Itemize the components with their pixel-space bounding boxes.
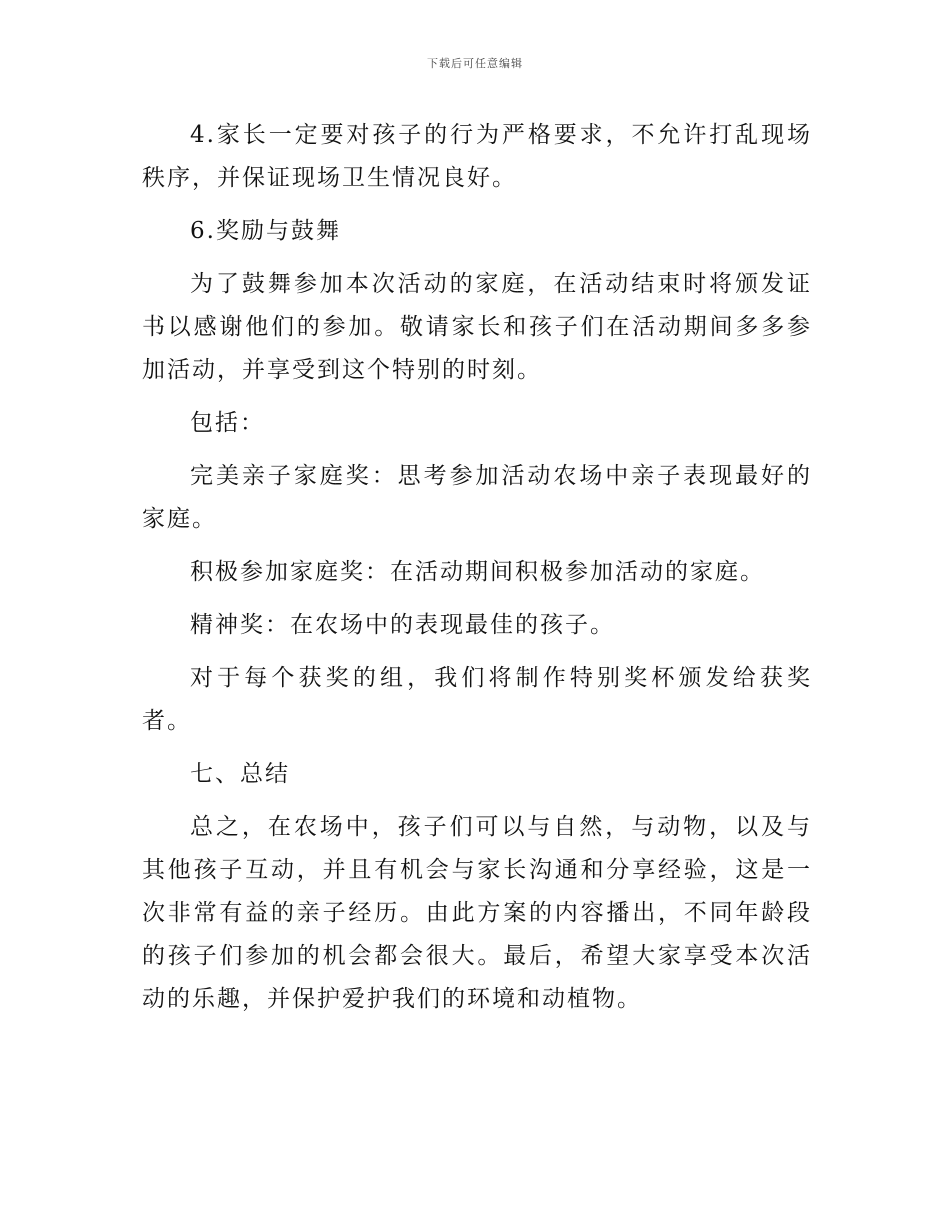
award-active-family: 积极参加家庭奖：在活动期间积极参加活动的家庭。 — [190, 559, 765, 585]
paragraph-rewards-intro: 为了鼓舞参加本次活动的家庭，在活动结束时将颁发证书以感谢他们的参加。敬请家长和孩子们在活动期间多多参加活动，并享受到这个特别的时刻。 — [142, 271, 812, 383]
paragraph-trophy: 对于每个获奖的组，我们将制作特别奖杯颁发给获奖者。 — [142, 665, 812, 734]
paragraph-summary: 总之，在农场中，孩子们可以与自然，与动物，以及与其他孩子互动，并且有机会与家长沟通和分享经验，这是一次非常有益的亲子经历。由此方案的内容播出，不同年龄段的孩子们参加的机会都会很大。最后，希望大家享受本次活动的乐趣，并保护爱护我们的环境和动植物。 — [142, 814, 812, 1012]
page-header: 下载后可任意编辑 — [427, 57, 523, 70]
section-heading-summary: 七、总结 — [190, 761, 290, 787]
document-body — [142, 114, 812, 1031]
award-perfect-family: 完美亲子家庭奖：思考参加活动农场中亲子表现最好的家庭。 — [142, 463, 812, 532]
section-heading-rewards: 6.奖励与鼓舞 — [190, 218, 341, 244]
paragraph-rule-4: 4.家长一定要对孩子的行为严格要求，不允许打乱现场秩序，并保证现场卫生情况良好。 — [142, 122, 812, 191]
award-spirit: 精神奖：在农场中的表现最佳的孩子。 — [190, 612, 615, 638]
paragraph-includes: 包括： — [190, 410, 265, 436]
